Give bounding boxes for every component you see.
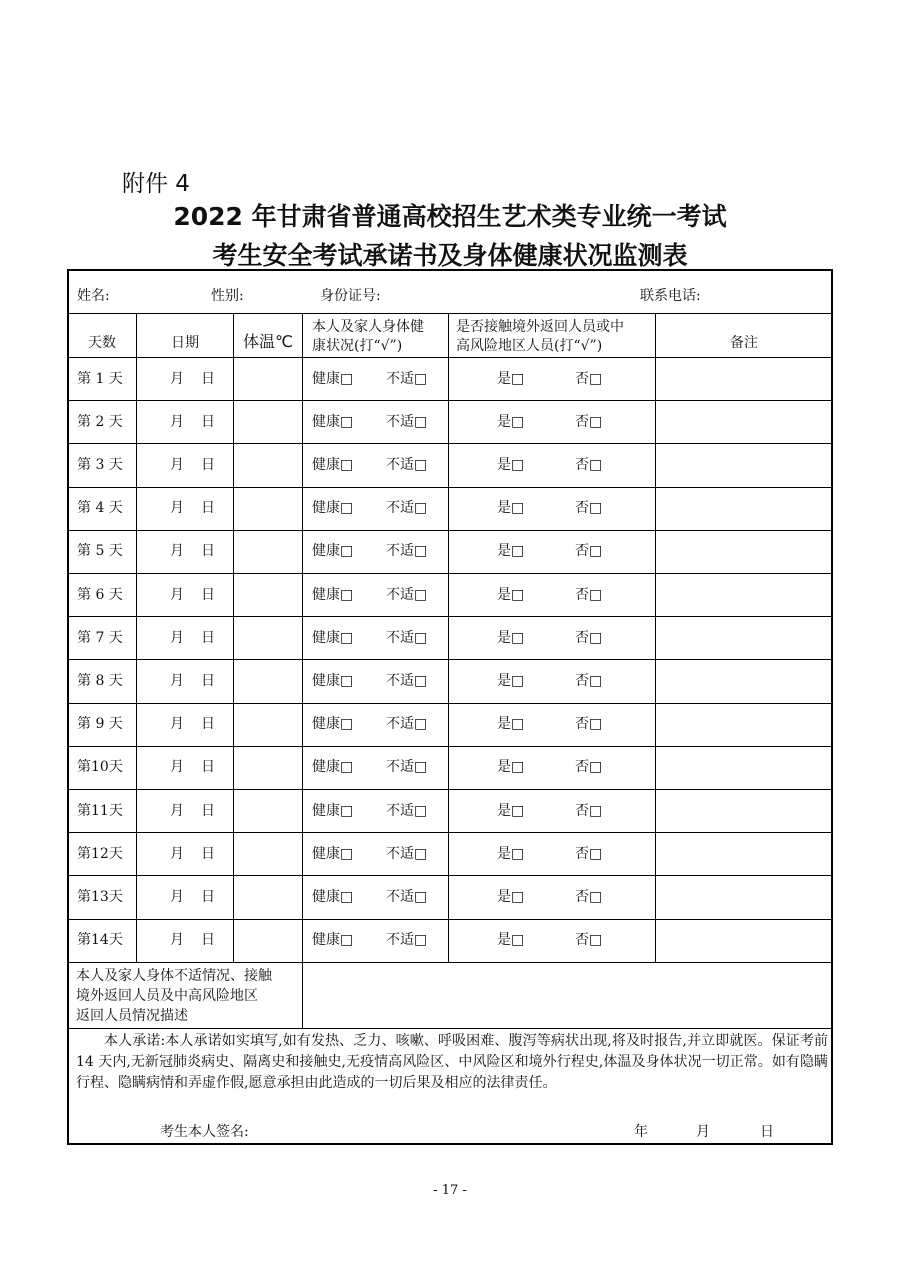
contact-yes-option: 是□ <box>497 932 525 948</box>
column-divider <box>302 313 303 962</box>
contact-yes-option: 是□ <box>497 630 525 646</box>
description-label-line3: 返回人员情况描述 <box>76 1008 188 1024</box>
health-healthy-option: 健康□ <box>312 846 354 862</box>
contact-no-option: 否□ <box>575 932 603 948</box>
health-healthy-option: 健康□ <box>312 587 354 603</box>
row-divider <box>67 487 833 488</box>
attachment-label: 附件 4 <box>122 171 190 197</box>
column-header-temperature: 体温℃ <box>243 332 293 351</box>
row-divider <box>67 659 833 660</box>
contact-yes-option: 是□ <box>497 457 525 473</box>
header-row-bottom-line <box>67 357 833 358</box>
contact-no-option: 否□ <box>575 716 603 732</box>
date-day: 日 <box>201 371 215 387</box>
page-number: - 17 - <box>433 1183 467 1198</box>
contact-no-option: 否□ <box>575 803 603 819</box>
day-label: 第 2 天 <box>77 414 123 430</box>
day-label: 第 1 天 <box>77 371 123 387</box>
health-unwell-option: 不适□ <box>386 587 428 603</box>
health-healthy-option: 健康□ <box>312 716 354 732</box>
date-day: 日 <box>201 759 215 775</box>
row-divider <box>67 746 833 747</box>
id-number-field-label: 身份证号: <box>320 288 381 304</box>
row-divider <box>67 400 833 401</box>
date-day: 日 <box>201 716 215 732</box>
contact-yes-option: 是□ <box>497 414 525 430</box>
contact-no-option: 否□ <box>575 543 603 559</box>
row-divider <box>67 919 833 920</box>
day-label: 第13天 <box>77 889 123 905</box>
date-day: 日 <box>201 932 215 948</box>
date-month: 月 <box>170 932 184 948</box>
date-month: 月 <box>170 716 184 732</box>
description-label-line1: 本人及家人身体不适情况、接触 <box>76 968 272 984</box>
contact-yes-option: 是□ <box>497 587 525 603</box>
health-unwell-option: 不适□ <box>386 716 428 732</box>
contact-no-option: 否□ <box>575 500 603 516</box>
contact-yes-option: 是□ <box>497 543 525 559</box>
contact-no-option: 否□ <box>575 673 603 689</box>
phone-field-label: 联系电话: <box>640 288 701 304</box>
column-header-remarks: 备注 <box>730 335 758 351</box>
day-label: 第 9 天 <box>77 716 123 732</box>
health-unwell-option: 不适□ <box>386 414 428 430</box>
contact-no-option: 否□ <box>575 587 603 603</box>
row-divider <box>67 573 833 574</box>
health-healthy-option: 健康□ <box>312 803 354 819</box>
health-unwell-option: 不适□ <box>386 500 428 516</box>
contact-no-option: 否□ <box>575 457 603 473</box>
day-label: 第 3 天 <box>77 457 123 473</box>
health-unwell-option: 不适□ <box>386 759 428 775</box>
document-title-line1: 2022 年甘肃省普通高校招生艺术类专业统一考试 <box>173 202 727 231</box>
column-header-contact-line1: 是否接触境外返回人员或中 <box>456 319 624 335</box>
document-title-line2: 考生安全考试承诺书及身体健康状况监测表 <box>212 241 688 270</box>
contact-yes-option: 是□ <box>497 371 525 387</box>
contact-yes-option: 是□ <box>497 673 525 689</box>
health-unwell-option: 不适□ <box>386 803 428 819</box>
description-row-bottom-line <box>67 1028 833 1029</box>
name-field-label: 姓名: <box>77 288 110 304</box>
column-header-health-line2: 康状况(打“√”) <box>312 338 403 354</box>
health-healthy-option: 健康□ <box>312 500 354 516</box>
gender-field-label: 性别: <box>211 288 244 304</box>
contact-yes-option: 是□ <box>497 500 525 516</box>
contact-no-option: 否□ <box>575 889 603 905</box>
date-month: 月 <box>170 457 184 473</box>
contact-no-option: 否□ <box>575 846 603 862</box>
column-divider <box>233 313 234 962</box>
health-healthy-option: 健康□ <box>312 414 354 430</box>
pledge-text: 本人承诺:本人承诺如实填写,如有发热、乏力、咳嗽、呼吸困难、腹泻等病状出现,将及时报告,并立即就医。保证考前 14 天内,无新冠肺炎病史、隔离史和接触史,无疫情高风险区、中风险区和境外行程史,体温及身体状况一切正常。如有隐瞒行程、隐瞒病情和弄虚作假,愿意承担由此造成的一切后果及相应的法律责任。 <box>76 1033 828 1091</box>
health-healthy-option: 健康□ <box>312 673 354 689</box>
row-divider <box>67 443 833 444</box>
date-month: 月 <box>170 889 184 905</box>
day-label: 第 6 天 <box>77 587 123 603</box>
column-divider <box>448 313 449 962</box>
info-row-bottom-line <box>67 313 833 314</box>
contact-no-option: 否□ <box>575 630 603 646</box>
health-unwell-option: 不适□ <box>386 673 428 689</box>
date-day: 日 <box>201 414 215 430</box>
column-divider <box>655 313 656 962</box>
health-healthy-option: 健康□ <box>312 630 354 646</box>
description-divider <box>302 962 303 1028</box>
day-label: 第 5 天 <box>77 543 123 559</box>
signature-year: 年 <box>634 1124 648 1140</box>
row-divider <box>67 703 833 704</box>
date-day: 日 <box>201 500 215 516</box>
date-month: 月 <box>170 587 184 603</box>
date-month: 月 <box>170 846 184 862</box>
column-header-health-line1: 本人及家人身体健 <box>312 319 424 335</box>
date-month: 月 <box>170 500 184 516</box>
contact-yes-option: 是□ <box>497 889 525 905</box>
health-unwell-option: 不适□ <box>386 889 428 905</box>
date-day: 日 <box>201 630 215 646</box>
health-unwell-option: 不适□ <box>386 846 428 862</box>
day-label: 第10天 <box>77 759 123 775</box>
date-month: 月 <box>170 630 184 646</box>
day-label: 第 7 天 <box>77 630 123 646</box>
health-unwell-option: 不适□ <box>386 932 428 948</box>
date-day: 日 <box>201 889 215 905</box>
contact-yes-option: 是□ <box>497 759 525 775</box>
date-day: 日 <box>201 673 215 689</box>
health-healthy-option: 健康□ <box>312 932 354 948</box>
health-unwell-option: 不适□ <box>386 630 428 646</box>
date-month: 月 <box>170 759 184 775</box>
health-unwell-option: 不适□ <box>386 543 428 559</box>
date-month: 月 <box>170 371 184 387</box>
signature-month: 月 <box>696 1124 710 1140</box>
row-divider <box>67 789 833 790</box>
day-label: 第 8 天 <box>77 673 123 689</box>
signature-label: 考生本人签名: <box>160 1124 249 1140</box>
health-healthy-option: 健康□ <box>312 889 354 905</box>
day-label: 第14天 <box>77 932 123 948</box>
column-divider <box>136 313 137 962</box>
column-header-date: 日期 <box>171 335 199 351</box>
column-header-contact-line2: 高风险地区人员(打“√”) <box>456 338 603 354</box>
date-day: 日 <box>201 846 215 862</box>
contact-no-option: 否□ <box>575 371 603 387</box>
signature-day: 日 <box>760 1124 774 1140</box>
day-label: 第11天 <box>77 803 123 819</box>
date-day: 日 <box>201 803 215 819</box>
date-month: 月 <box>170 803 184 819</box>
row-divider <box>67 530 833 531</box>
description-label-line2: 境外返回人员及中高风险地区 <box>76 988 258 1004</box>
health-unwell-option: 不适□ <box>386 371 428 387</box>
contact-no-option: 否□ <box>575 414 603 430</box>
date-day: 日 <box>201 457 215 473</box>
contact-yes-option: 是□ <box>497 846 525 862</box>
date-day: 日 <box>201 543 215 559</box>
row-divider <box>67 832 833 833</box>
health-healthy-option: 健康□ <box>312 543 354 559</box>
day-label: 第12天 <box>77 846 123 862</box>
contact-yes-option: 是□ <box>497 716 525 732</box>
row-divider <box>67 616 833 617</box>
contact-yes-option: 是□ <box>497 803 525 819</box>
day-label: 第 4 天 <box>77 500 123 516</box>
date-day: 日 <box>201 587 215 603</box>
contact-no-option: 否□ <box>575 759 603 775</box>
health-healthy-option: 健康□ <box>312 371 354 387</box>
health-healthy-option: 健康□ <box>312 457 354 473</box>
row-divider <box>67 962 833 963</box>
row-divider <box>67 875 833 876</box>
health-unwell-option: 不适□ <box>386 457 428 473</box>
date-month: 月 <box>170 673 184 689</box>
date-month: 月 <box>170 543 184 559</box>
date-month: 月 <box>170 414 184 430</box>
column-header-day: 天数 <box>88 335 116 351</box>
health-healthy-option: 健康□ <box>312 759 354 775</box>
